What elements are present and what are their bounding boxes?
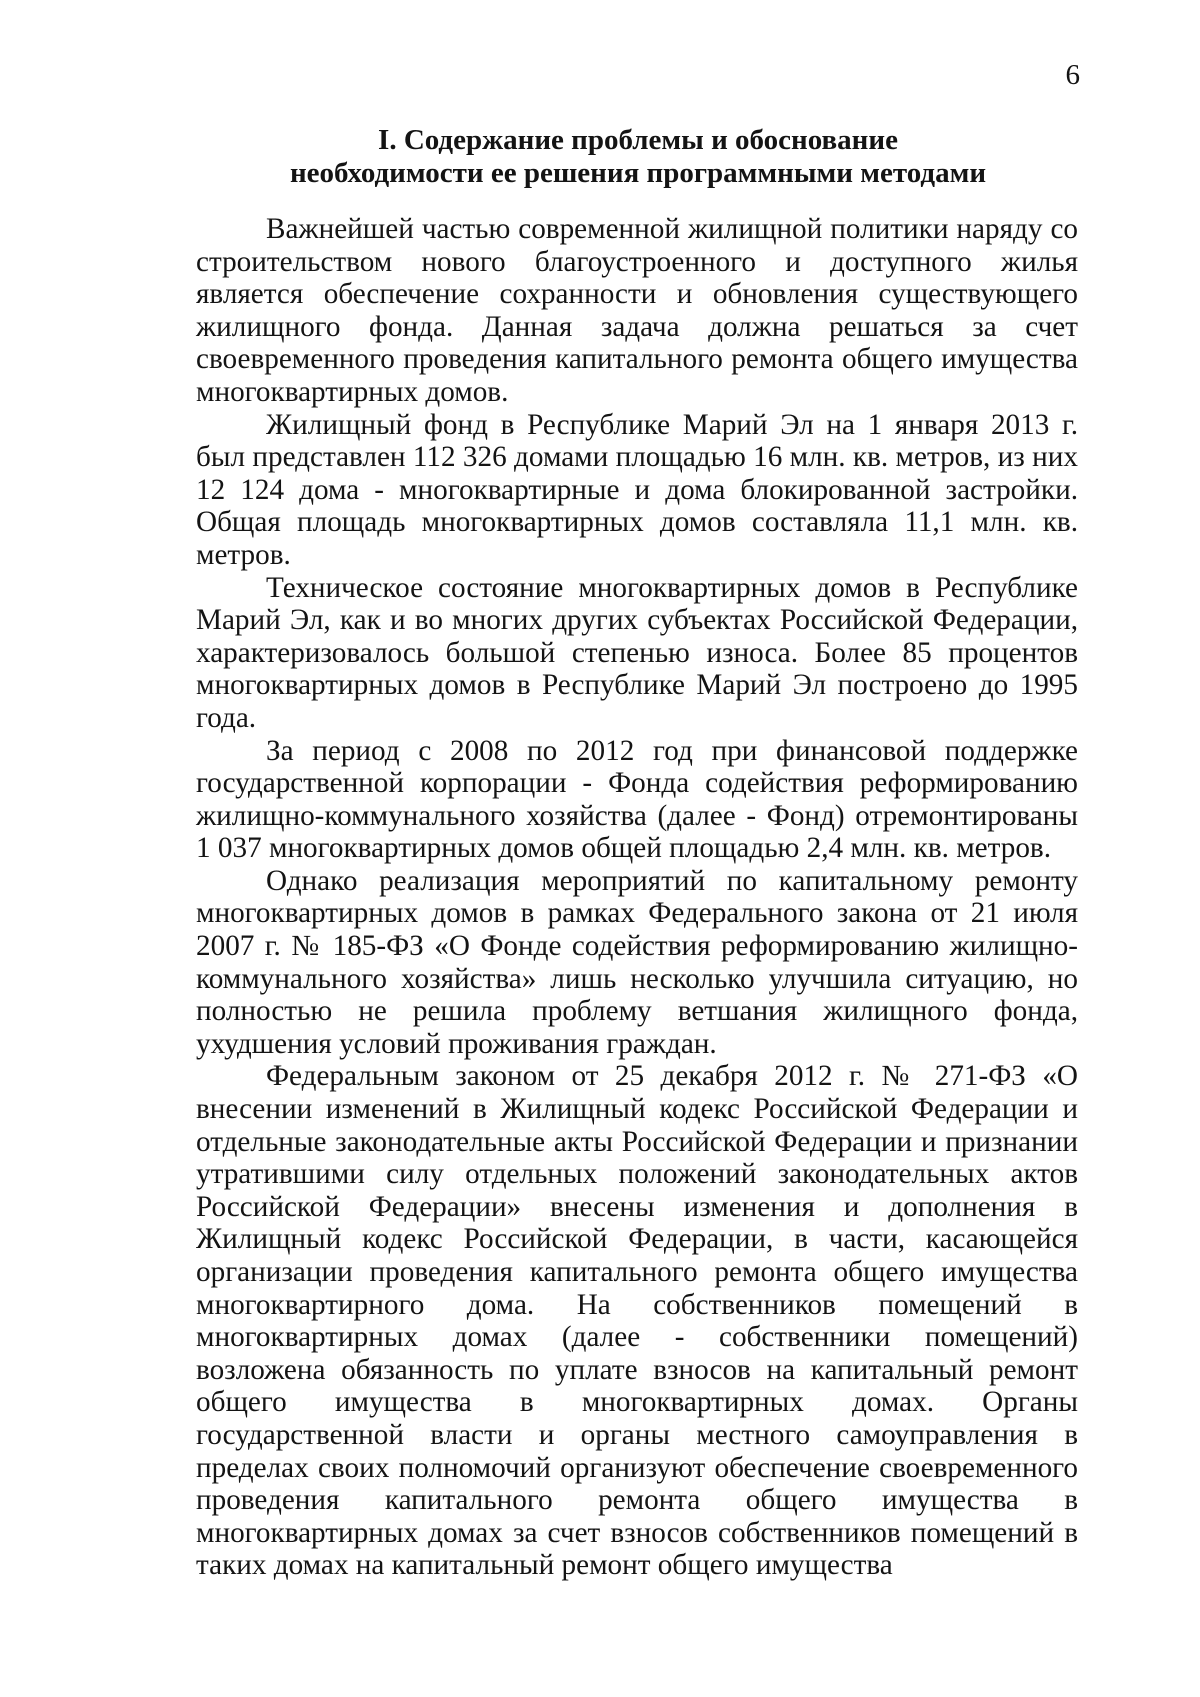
paragraph-federal-law-185: Однако реализация мероприятий по капитальному ремонту многоквартирных домов в рамках Федерального закона от 21 июля 2007 г. № 185-ФЗ «О Фонде содействия реформированию жилищно-коммунального хозяйства» лишь несколько улучшила ситуацию, но полностью не решила проблему ветшания жилищного фонда, ухудшения условий проживания граждан. (196, 864, 1078, 1060)
paragraph-federal-law-271: Федеральным законом от 25 декабря 2012 г. № 271-ФЗ «О внесении изменений в Жилищный кодекс Российской Федерации и отдельные законодательные акты Российской Федерации и признании утратившими силу отдельных положений законодательных актов Российской Федерации» внесены изменения и дополнения в Жилищный кодекс Российской Федерации, в части, касающейся организации проведения капитального ремонта общего имущества многоквартирного дома. На собственников помещений в многоквартирных домах (далее - собственники помещений) возложена обязанность по уплате взносов на капитальный ремонт общего имущества в многоквартирных домах. Органы государственной власти и органы местного самоуправления в пределах своих полномочий организуют обеспечение своевременного проведения капитального ремонта общего имущества в многоквартирных домах за счет взносов собственников помещений в таких домах на капитальный ремонт общего имущества (196, 1060, 1078, 1582)
paragraph-housing-stock: Жилищный фонд в Республике Марий Эл на 1 января 2013 г. был представлен 112 326 домами площадью 16 млн. кв. метров, из них 12 124 дома - многоквартирные и дома блокированной застройки. Общая площадь многоквартирных домов составляла 11,1 млн. кв. метров. (196, 408, 1078, 571)
paragraph-housing-policy: Важнейшей частью современной жилищной политики наряду со строительством нового благоустроенного и доступного жилья является обеспечение сохранности и обновления существующего жилищного фонда. Данная задача должна решаться за счет своевременного проведения капитального ремонта общего имущества многоквартирных домов. (196, 213, 1078, 408)
page-number: 6 (1065, 59, 1080, 91)
section-title-line-2: необходимости ее решения программными методами (289, 157, 987, 189)
section-title-line-1: I. Содержание проблемы и обоснование (378, 124, 898, 156)
document-body (196, 213, 1078, 1582)
paragraph-technical-condition: Техническое состояние многоквартирных домов в Республике Марий Эл, как и во многих других субъектах Российской Федерации, характеризовалось большой степенью износа. Более 85 процентов многоквартирных домов в Республике Марий Эл построено до 1995 года. (196, 571, 1078, 734)
section-title (196, 124, 1080, 190)
paragraph-fund-period: За период с 2008 по 2012 год при финансовой поддержке государственной корпорации - Фонда содействия реформированию жилищно-коммунального хозяйства (далее - Фонд) отремонтированы 1 037 многоквартирных домов общей площадью 2,4 млн. кв. метров. (196, 734, 1078, 865)
